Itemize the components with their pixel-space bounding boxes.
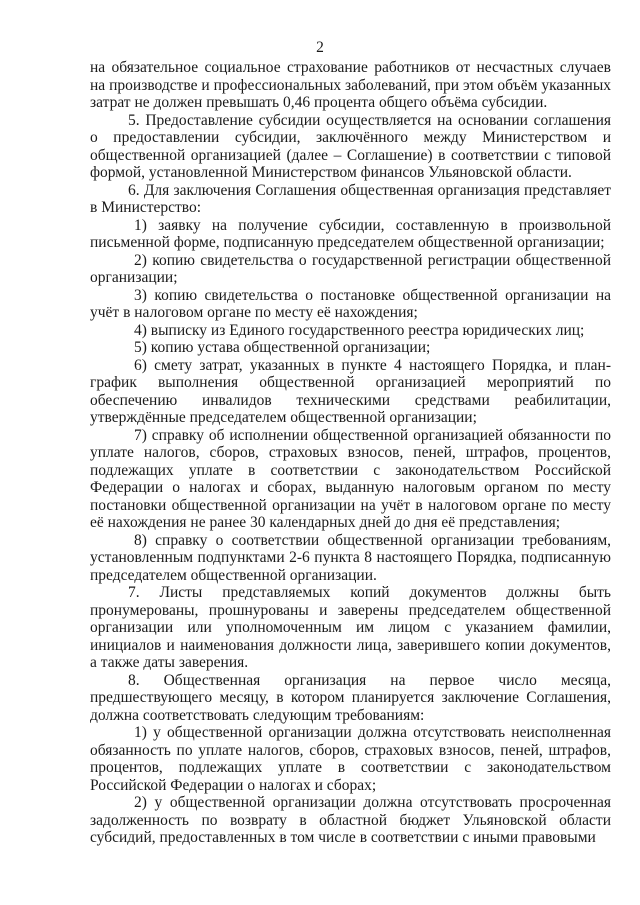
list-item: 4) выписку из Единого государственного реестра юридических лиц;	[134, 321, 585, 339]
list-item: 7) справку об исполнении общественной организацией обязанности по уплате налогов, сборов, страховых взносов, пеней, штрафов, процентов, подлежащих уплате в соответствии с законодательством Российской Федерации о налогах и сборах, выданную налоговым органом по месту постановки общественной организации на учёт в налоговом органе по месту её нахождения не ранее 30 календарных дней до дня её представления;	[90, 426, 611, 531]
list-item: 5) копию устава общественной организации;	[134, 339, 431, 356]
paragraph: 8. Общественная организация на первое число месяца, предшествующего месяцу, в котором планируется заключение Соглашения, должна соответствовать следующим требованиям:	[90, 671, 611, 724]
paragraph: на обязательное социальное страхование работников от несчастных случаев на производстве и профессиональных заболеваний, при этом объём указанных затрат не должен превышать 0,46 процента общего объёма субсидии.	[90, 59, 611, 111]
paragraph: 6. Для заключения Соглашения общественная организация представляет в Министерство:	[90, 181, 611, 216]
list-item: 3) копию свидетельства о постановке общественной организации на учёт в налоговом органе по месту её нахождения;	[90, 286, 611, 321]
list-item: 2) у общественной организации должна отсутствовать просроченная задолженность по возврату в областной бюджет Ульяновской области субсидий, предоставленных в том числе в соответствии с иными правовыми	[90, 794, 611, 846]
list-item: 8) справку о соответствии общественной организации требованиям, установленным подпунктами 2-6 пункта 8 настоящего Порядка, подписанную председателем общественной организации.	[90, 531, 611, 584]
paragraph: 7. Листы представляемых копий документов должны быть пронумерованы, прошнурованы и заверены председателем общественной организации или уполномоченным им лицом с указанием фамилии, инициалов и наименования должности лица, заверившего копии документов, а также даты заверения.	[90, 584, 611, 671]
list-item: 2) копию свидетельства о государственной регистрации общественной организации;	[90, 251, 611, 286]
document-body	[90, 59, 611, 847]
list-item: 6) смету затрат, указанных в пункте 4 настоящего Порядка, и план-график выполнения общественной организацией мероприятий по обеспечению инвалидов техническими средствами реабилитации, утверждённые председателем общественной организации;	[90, 356, 611, 426]
list-item: 1) заявку на получение субсидии, составленную в произвольной письменной форме, подписанную председателем общественной организации;	[90, 216, 611, 251]
page-number: 2	[316, 39, 324, 56]
list-item: 1) у общественной организации должна отсутствовать неисполненная обязанность по уплате налогов, сборов, страховых взносов, пеней, штрафов, процентов, подлежащих уплате в соответствии с законодательством Российской Федерации о налогах и сборах;	[90, 724, 611, 794]
paragraph: 5. Предоставление субсидии осуществляется на основании соглашения о предоставлении субсидии, заключённого между Министерством и общественной организацией (далее – Соглашение) в соответствии с типовой формой, установленной Министерством финансов Ульяновской области.	[90, 111, 611, 181]
